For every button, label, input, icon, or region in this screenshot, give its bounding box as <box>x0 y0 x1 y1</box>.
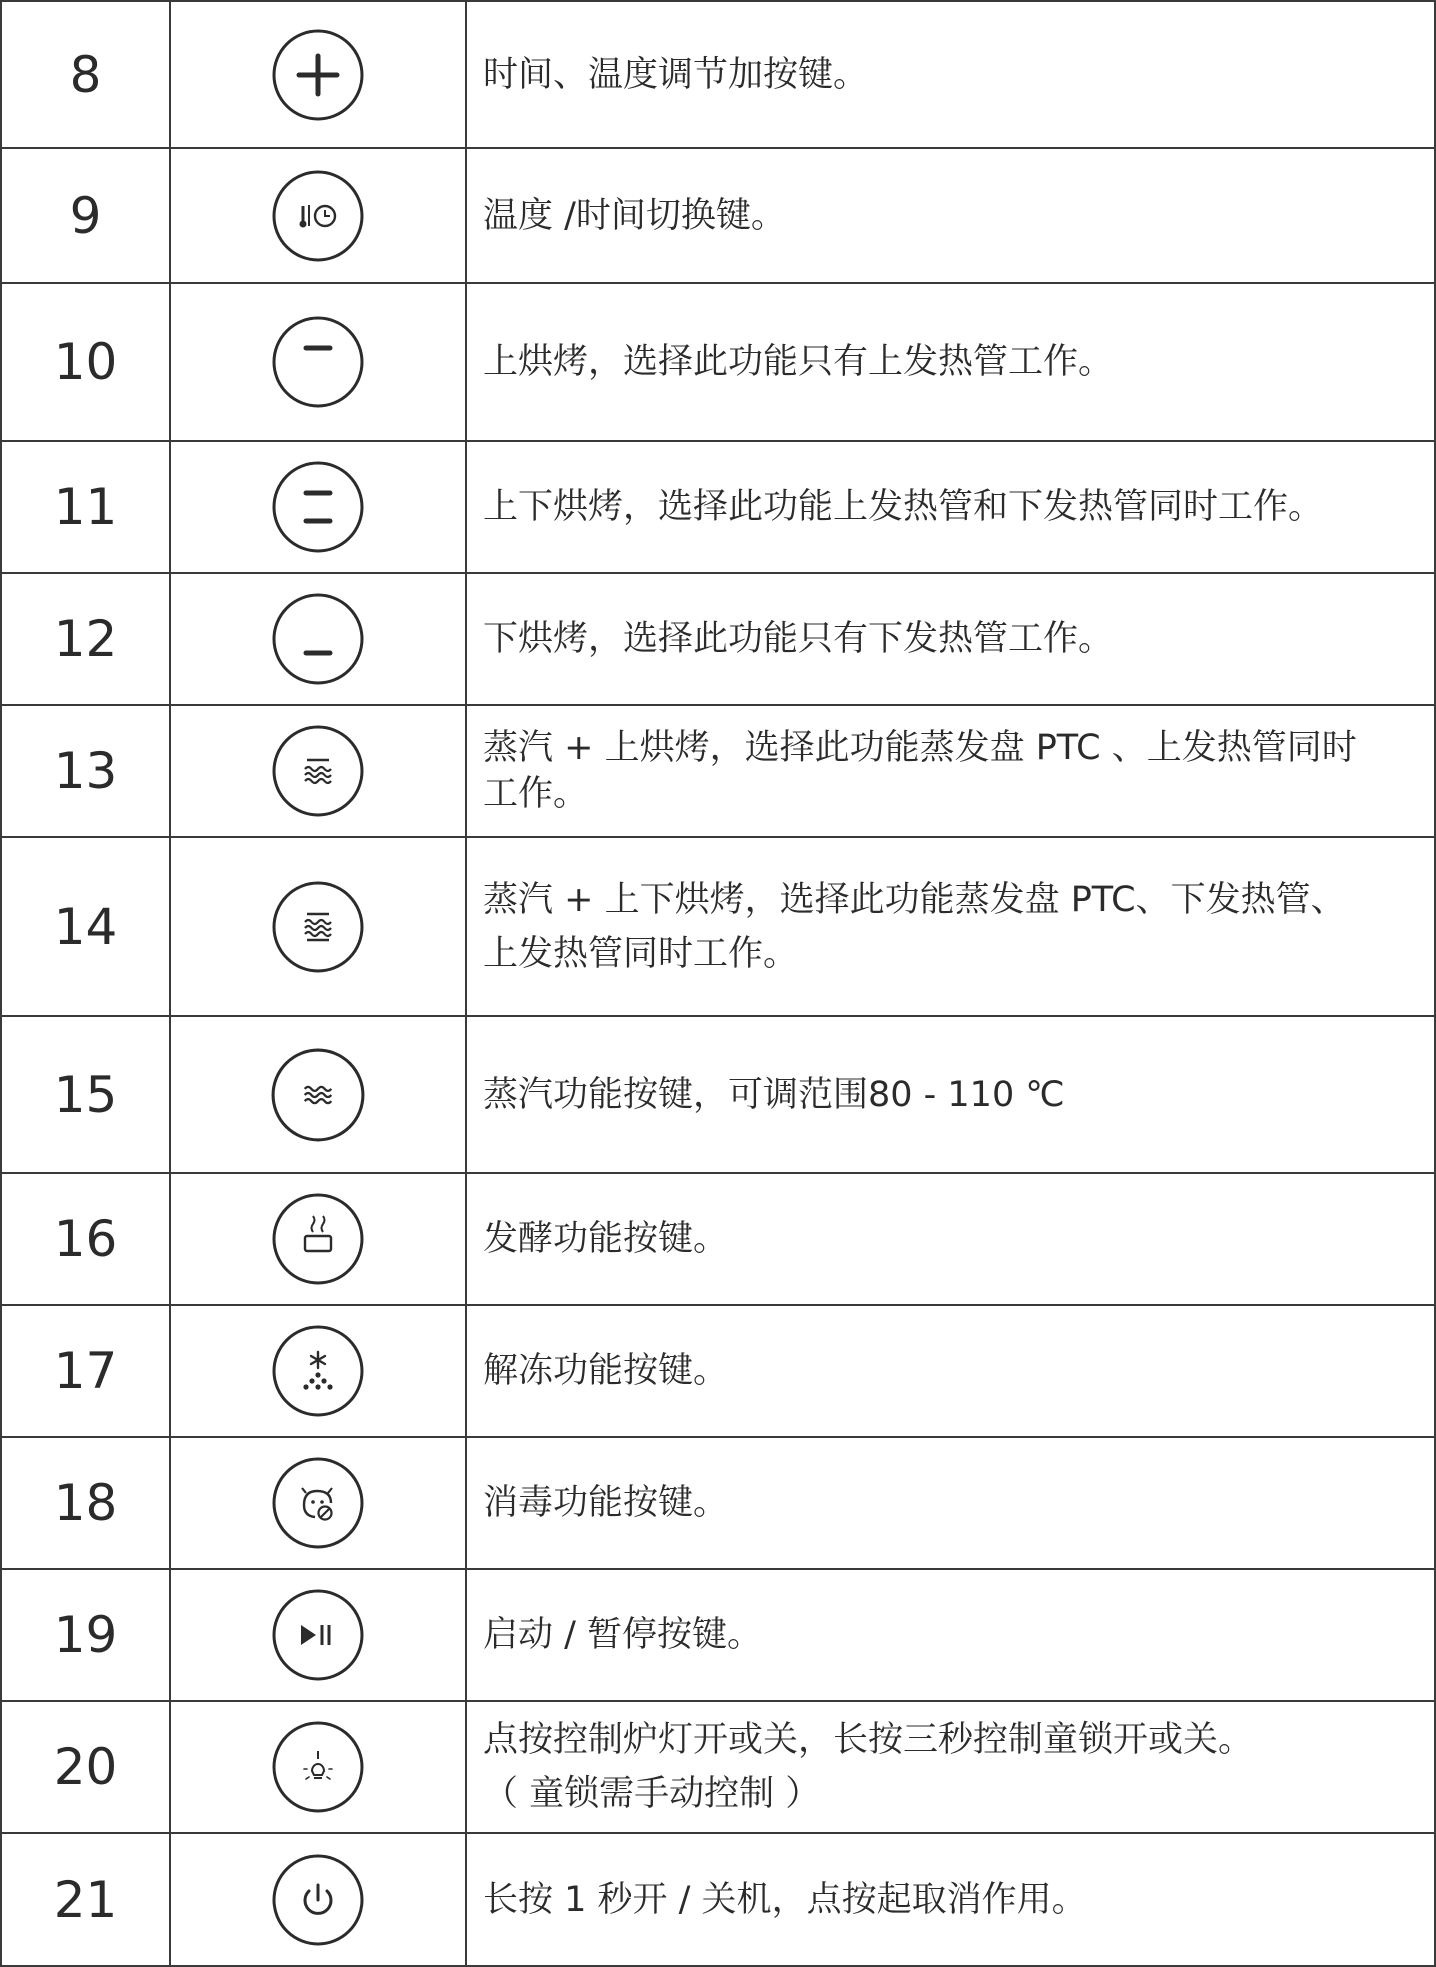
bottom-heat-icon <box>270 591 366 687</box>
description-line: 长按 1 秒开 / 关机，点按起取消作用。 <box>483 1879 1087 1920</box>
table-row <box>1 148 1435 283</box>
top-bottom-heat-icon <box>270 459 366 555</box>
table-row <box>1 1569 1435 1701</box>
description-line: 上发热管同时工作。 <box>483 933 799 974</box>
temp-time-switch-icon <box>270 168 366 264</box>
row-description <box>466 573 1435 705</box>
description-line: 蒸汽 + 上烘烤，选择此功能蒸发盘 PTC 、上发热管同时 <box>483 728 1357 768</box>
steam-top-bottom-heat-icon <box>270 879 366 975</box>
row-number: 9 <box>1 148 170 283</box>
description-line: 解冻功能按键。 <box>483 1351 729 1391</box>
row-description <box>466 1305 1435 1437</box>
description-line: 下烘烤，选择此功能只有下发热管工作。 <box>483 619 1114 659</box>
row-number: 8 <box>1 1 170 148</box>
row-number: 21 <box>1 1833 170 1966</box>
row-number: 12 <box>1 573 170 705</box>
row-description <box>466 1701 1435 1833</box>
lamp-icon <box>270 1719 366 1815</box>
row-description <box>466 1833 1435 1966</box>
row-description <box>466 148 1435 283</box>
table-row <box>1 1305 1435 1437</box>
steam-top-heat-icon <box>270 723 366 819</box>
row-description <box>466 837 1435 1016</box>
sterilize-icon <box>270 1455 366 1551</box>
row-number: 20 <box>1 1701 170 1833</box>
description-line: 上下烘烤，选择此功能上发热管和下发热管同时工作。 <box>483 487 1324 527</box>
table-row <box>1 1016 1435 1173</box>
row-description <box>466 283 1435 441</box>
plus-icon <box>270 27 366 123</box>
row-number: 19 <box>1 1569 170 1701</box>
row-number: 15 <box>1 1016 170 1173</box>
row-number: 18 <box>1 1437 170 1569</box>
description-line: 点按控制炉灯开或关，长按三秒控制童锁开或关。 <box>483 1720 1254 1760</box>
play-pause-icon <box>270 1587 366 1683</box>
row-description <box>466 1016 1435 1173</box>
description-line: （ 童锁需手动控制 ） <box>483 1774 821 1814</box>
row-number: 10 <box>1 283 170 441</box>
description-line: 时间、温度调节加按键。 <box>483 54 869 95</box>
table-row <box>1 837 1435 1016</box>
description-line: 蒸汽 + 上下烘烤，选择此功能蒸发盘 PTC、下发热管、 <box>483 879 1346 920</box>
description-line: 蒸汽功能按键，可调范围80 - 110 ℃ <box>483 1074 1065 1115</box>
table-row <box>1 1833 1435 1966</box>
description-line: 上烘烤，选择此功能只有上发热管工作。 <box>483 342 1114 382</box>
row-number: 13 <box>1 705 170 837</box>
row-number: 11 <box>1 441 170 573</box>
table-row <box>1 441 1435 573</box>
ferment-icon <box>270 1191 366 1287</box>
table-row <box>1 1701 1435 1833</box>
description-line: 启动 / 暂停按键。 <box>483 1615 763 1655</box>
table-row <box>1 705 1435 837</box>
defrost-icon <box>270 1323 366 1419</box>
row-description <box>466 1569 1435 1701</box>
description-line: 消毒功能按键。 <box>483 1483 729 1523</box>
row-number: 17 <box>1 1305 170 1437</box>
row-number: 16 <box>1 1173 170 1305</box>
row-description <box>466 1 1435 148</box>
description-line: 温度 /时间切换键。 <box>483 195 786 236</box>
table-row <box>1 1 1435 148</box>
table-row <box>1 573 1435 705</box>
table-row <box>1 1437 1435 1569</box>
row-description <box>466 1437 1435 1569</box>
table-row <box>1 283 1435 441</box>
table-row <box>1 1173 1435 1305</box>
row-number: 14 <box>1 837 170 1016</box>
top-heat-icon <box>270 314 366 410</box>
description-line: 工作。 <box>483 774 589 814</box>
steam-icon <box>269 1046 367 1144</box>
description-line: 发酵功能按键。 <box>483 1219 729 1259</box>
row-description <box>466 1173 1435 1305</box>
row-description <box>466 441 1435 573</box>
row-description <box>466 705 1435 837</box>
power-icon <box>270 1852 366 1948</box>
